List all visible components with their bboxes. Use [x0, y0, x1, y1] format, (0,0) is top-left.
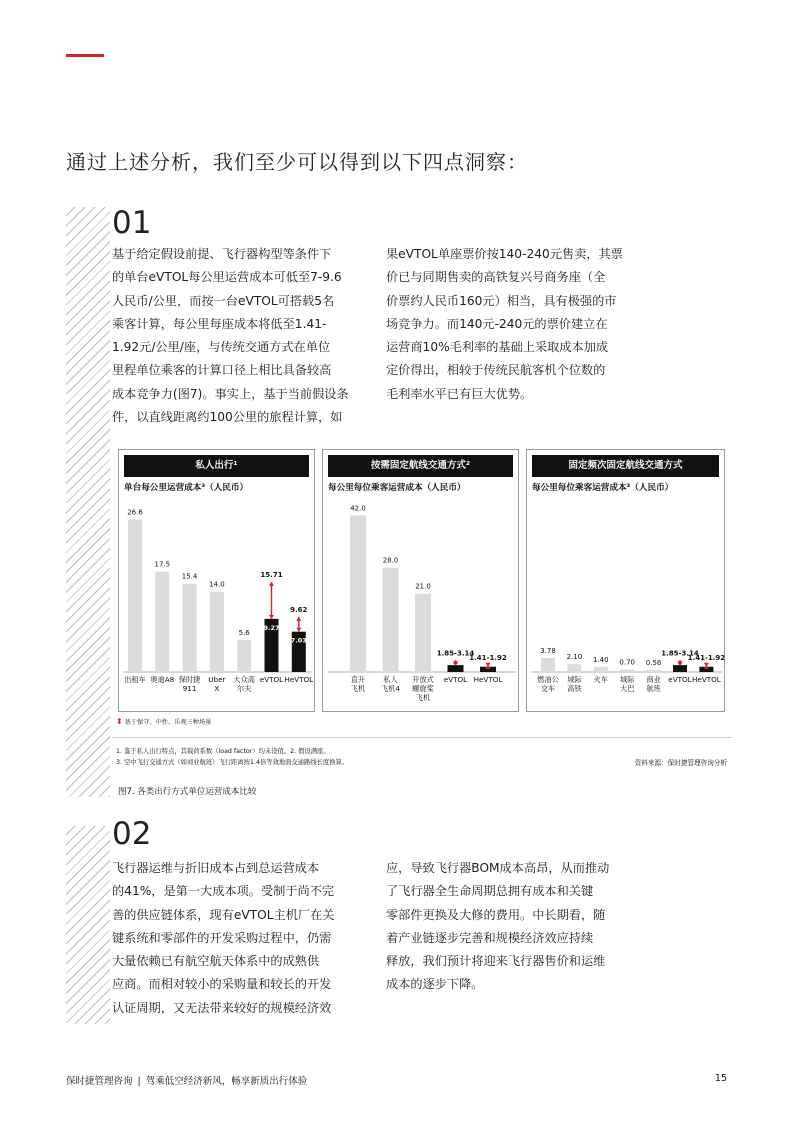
category-label: 大众高 [233, 675, 255, 684]
panel-title: 固定频次固定航线交通方式 [532, 455, 719, 477]
value-label: 42.0 [350, 504, 366, 513]
text-line: 乘客计算，每公里每座成本将低至1.41- [112, 316, 327, 331]
category-label: 飞机 [350, 684, 366, 693]
category-label: 直升 [350, 675, 366, 684]
text-line: 运营商10%毛利率的基础上采取成本加成 [386, 340, 609, 355]
text-line: 价已与同期售卖的高铁复兴号商务座（全 [386, 270, 606, 285]
bar-城际 [567, 664, 581, 672]
category-label: 螺旋桨 [412, 684, 434, 693]
chart-private-svg [119, 450, 316, 713]
text-line: 认证周期，又无法带来较好的规模经济效 [112, 1000, 332, 1015]
text-line: 件，以直线距离约100公里的旅程计算，如 [112, 410, 343, 425]
value-label: 1.40 [593, 655, 609, 664]
panel-subtitle: 单台每公里运营成本³（人民币） [124, 483, 249, 493]
text-line: 价票约人民币160元）相当，具有极强的市 [386, 293, 617, 308]
page-heading: 通过上述分析，我们至少可以得到以下四点洞察： [66, 150, 528, 174]
section-02-hatch [66, 826, 110, 1024]
category-label: X [214, 684, 220, 693]
range-arrow-down [296, 628, 301, 632]
divider [112, 737, 732, 738]
text-line: 成本竞争力(图7)。事实上，基于当前假设条 [112, 386, 349, 401]
value-label: 2.10 [566, 653, 583, 662]
value-label: 15.4 [181, 572, 198, 581]
footer-tagline: 驾乘低空经济新风，畅享新质出行体验 [145, 1076, 308, 1087]
chart-panel-on-demand [322, 449, 519, 712]
text-line: 大量依赖已有航空航天体系中的成熟供 [112, 954, 320, 969]
value-label: 0.56 [645, 658, 662, 667]
footer-separator: | [137, 1076, 141, 1087]
text-line: 应商。而相对较小的采购量和较长的开发 [112, 977, 332, 992]
chart-on-demand-svg [323, 450, 520, 713]
section-01-number: 01 [112, 205, 152, 241]
category-label: 飞机 [415, 693, 431, 702]
category-label: 开放式 [412, 675, 434, 684]
range-marker-icon: ⬍ [116, 717, 123, 726]
section-01-hatch [66, 207, 110, 797]
category-label: 火车 [593, 675, 608, 684]
category-label: eVTOL [668, 675, 692, 684]
section-01-right-column [386, 243, 632, 406]
text-line: 善的供应链体系，现有eVTOL主机厂在关 [112, 907, 335, 922]
value-label: 3.78 [540, 646, 556, 655]
category-label: 城际 [567, 675, 582, 684]
category-label: HeVTOL [473, 675, 503, 684]
category-label: 保时捷 [178, 675, 201, 684]
value-label: 15.71 [260, 570, 283, 579]
figure-caption: 图7. 各类出行方式单位运营成本比较 [118, 787, 257, 797]
text-line: 基于给定假设前提、飞行器构型等条件下 [112, 247, 332, 261]
category-label: HeVTOL [284, 675, 314, 684]
value-label: 1.41-1.92 [687, 653, 726, 662]
bar-直升 [350, 515, 366, 672]
bar-Uber [210, 592, 224, 672]
bar-eVTOL [448, 665, 464, 672]
legend-text: 基于保守、中性、乐观三种场景 [124, 719, 212, 726]
range-arrow-up [296, 617, 301, 621]
category-label: eVTOL [259, 675, 284, 684]
category-label: Uber [208, 675, 226, 684]
panel-subtitle: 每公里每位乘客运营成本（人民币） [328, 483, 466, 493]
accent-bar [66, 54, 104, 57]
text-line: 毛利率水平已有巨大优势。 [386, 386, 533, 401]
text-line: 着产业链逐步完善和规模经济效应持续 [386, 930, 594, 945]
footnote-1: 1. 鉴于私人出行特点，其载荷系数（load factor）均未设值。2. 假设满座。 [116, 748, 330, 755]
footnote-2: 3. 空中飞行交通方式（如商业航班）飞行距离按1.4倍等效地面交通路线长度换算。 [116, 759, 349, 766]
category-label: 大巴 [620, 684, 635, 693]
panel-title: 私人出行¹ [124, 455, 309, 477]
source-note: 资料来源：保时捷管理咨询分析 [634, 759, 727, 767]
text-line: 果eVTOL单座票价按140-240元售卖，其票 [386, 247, 623, 261]
category-label: 私人 [383, 675, 398, 684]
text-line: 场竞争力。而140元-240元的票价建立在 [386, 316, 608, 331]
chart-panel-private [118, 449, 315, 712]
section-02-left-column [112, 857, 358, 1020]
category-label: 出租车 [124, 675, 146, 684]
text-line: 1.92元/公里/座，与传统交通方式在单位 [112, 340, 331, 355]
category-label: HeVTOL [692, 675, 721, 684]
section-02-right-column [386, 857, 632, 997]
text-line: 键系统和零部件的开发采购过程中，仍需 [112, 930, 332, 945]
text-line: 释放，我们预计将迎来飞行器售价和运维 [386, 954, 606, 969]
footer-brand: 保时捷管理咨询 [66, 1076, 133, 1087]
bar-城际 [620, 669, 634, 672]
bar-eVTOL [673, 665, 687, 672]
value-label: 14.0 [209, 580, 225, 589]
value-label: 0.70 [619, 658, 635, 667]
category-label: 航班 [646, 684, 661, 693]
value-label-inner: 9.27 [263, 623, 280, 632]
range-arrow-down [269, 615, 274, 619]
text-line: 里程单位乘客的计算口径上相比具备较高 [112, 363, 332, 378]
value-label: 5.6 [238, 628, 250, 637]
value-label: 9.62 [290, 605, 308, 614]
section-01-left-column [112, 243, 358, 429]
text-line: 定价得出，相较于传统民航客机个位数的 [386, 363, 606, 378]
bar-燃油公 [541, 658, 555, 672]
category-label: 奥迪A8 [150, 675, 175, 684]
value-label: 1.85-3.14 [436, 649, 475, 658]
value-label: 21.0 [415, 582, 431, 591]
value-label: 17.5 [154, 560, 171, 569]
text-line: 飞行器运维与折旧成本占到总运营成本 [112, 861, 320, 875]
value-label: 28.0 [382, 556, 399, 565]
value-label: 1.41-1.92 [469, 653, 507, 662]
category-label: 飞机4 [381, 684, 400, 693]
text-line: 了飞行器全生命周期总拥有成本和关键 [386, 884, 594, 899]
category-label: 911 [182, 684, 197, 693]
text-line: 零部件更换及大修的费用。中长期看，随 [386, 907, 606, 922]
bar-商业 [647, 670, 661, 672]
category-label: 城际 [620, 675, 635, 684]
footer [66, 1073, 307, 1087]
panel-title: 按需固定航线交通方式² [328, 455, 513, 477]
bar-保时捷 [183, 584, 197, 672]
value-label: 26.6 [127, 508, 143, 517]
category-label: 尔夫 [237, 684, 252, 693]
text-line: 的41%，是第一大成本项。受制于尚不完 [112, 884, 335, 899]
category-label: 交车 [540, 684, 556, 693]
range-arrow-down [486, 663, 491, 667]
bar-奥迪A8 [155, 572, 169, 672]
text-line: 人民币/公里，而按一台eVTOL可搭载5名 [112, 293, 335, 308]
text-line: 的单台eVTOL每公里运营成本可低至7-9.6 [112, 270, 342, 285]
category-label: 商业 [646, 675, 661, 684]
range-arrow-down [704, 663, 709, 667]
bar-开放式 [415, 594, 431, 672]
range-arrow-up [269, 582, 274, 586]
bar-火车 [594, 667, 608, 672]
chart-scheduled-svg [527, 450, 726, 713]
value-label-inner: 7.03 [290, 636, 307, 645]
bar-私人 [383, 568, 399, 672]
text-line: 应，导致飞行器BOM成本高昂，从而推动 [386, 861, 610, 875]
bar-出租车 [128, 519, 142, 672]
chart-legend [116, 717, 211, 726]
value-label: 1.85-3.14 [661, 649, 699, 658]
category-label: 高铁 [567, 684, 582, 693]
chart-panel-scheduled [526, 449, 725, 712]
page-number: 15 [714, 1073, 727, 1084]
category-label: 燃油公 [537, 675, 559, 684]
panel-subtitle: 每公里每位乘客运营成本³（人民币） [532, 483, 674, 493]
section-02-number: 02 [112, 816, 152, 852]
category-label: eVTOL [443, 675, 468, 684]
bar-大众高 [237, 640, 251, 672]
text-line: 成本的逐步下降。 [386, 977, 484, 992]
